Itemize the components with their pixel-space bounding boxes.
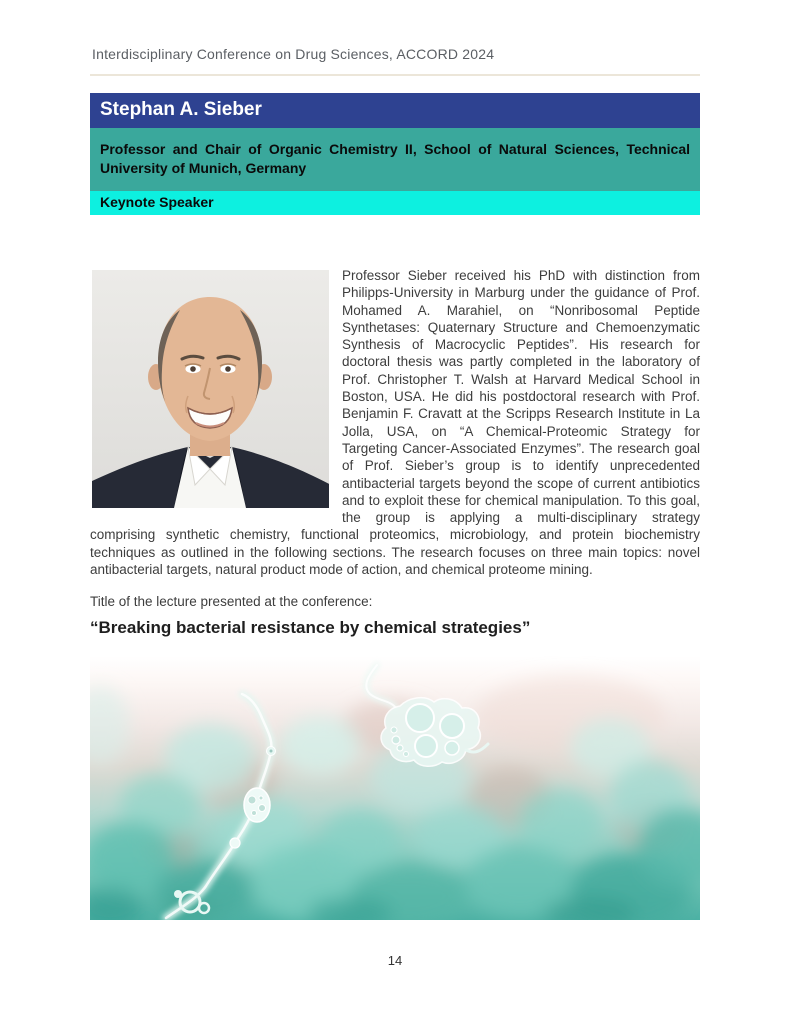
speaker-name-banner: Stephan A. Sieber bbox=[90, 93, 700, 128]
speaker-role-banner: Keynote Speaker bbox=[90, 191, 700, 215]
header-divider bbox=[90, 74, 700, 76]
speaker-affiliation-banner: Professor and Chair of Organic Chemistry II, School of Natural Sciences, Technical University of Munich, Germany bbox=[90, 128, 700, 191]
bio-paragraph: Professor Sieber received his PhD with distinction from Philipps-University in Marburg under the guidance of Prof. Mohamed A. Marahiel, on “Nonribosomal Peptide Synthetases: Quaternary Structure and Chemoenzymatic Synthesis of Macrocyclic Peptides”. His research for doctoral thesis was partly completed in the laboratory of Prof. Christopher T. Walsh at Harvard Medical School in Boston, USA. He did his postdoctoral research with Prof. Benjamin F. Cravatt at the Scripps Research Institute in La Jolla, USA, on “A Chemical-Proteomic Strategy for Targeting Cancer-Associated Enzymes”. The research goal of Prof. Sieber’s group is to identify unprecedented antibacterial targets beyond the scope of current antibiotics and to exploit these for chemical manipulation. To this goal, the group is applying a multi-disciplinary strategy comprising synthetic chemistry, functional proteomics, microbiology, and protein biochemistry techniques as outlined in the following sections. The research focuses on three main topics: novel antibacterial targets, natural product mode of action, and chemical proteome mining. bbox=[90, 268, 700, 578]
page-number: 14 bbox=[387, 953, 403, 969]
lecture-title: “Breaking bacterial resistance by chemical strategies” bbox=[90, 618, 531, 638]
artwork-illustration bbox=[90, 656, 700, 920]
speaker-portrait-photo bbox=[92, 270, 329, 508]
abstract-bacteria-artwork bbox=[90, 656, 700, 920]
portrait-illustration bbox=[92, 270, 329, 508]
lecture-intro: Title of the lecture presented at the conference: bbox=[90, 594, 373, 610]
bio-section bbox=[90, 267, 700, 578]
running-header: Interdisciplinary Conference on Drug Sciences, ACCORD 2024 bbox=[92, 46, 495, 62]
